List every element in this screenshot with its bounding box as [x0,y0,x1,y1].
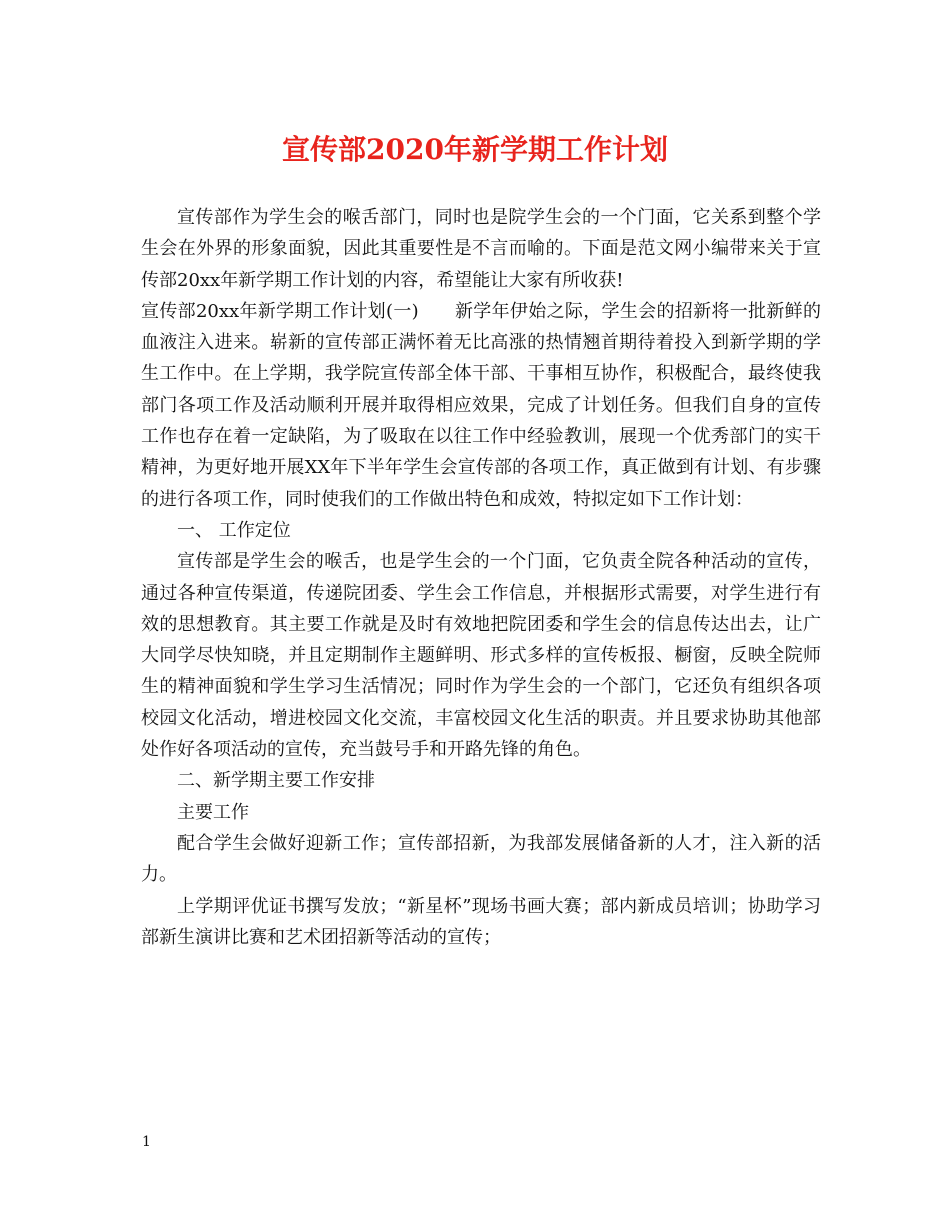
section2-heading: 二、新学期主要工作安排 [177,770,375,792]
work-item-1: 配合学生会做好迎新工作；宣传部招新，为我部发展储备新的人才，注入新的活力。 [141,832,821,886]
intro-paragraph: 宣传部作为学生会的喉舌部门，同时也是院学生会的一个门面，它关系到整个学生会在外界的形象面貌，因此其重要性是不言而喻的。下面是范文网小编带来关于宣传部20xx年新学期工作计划的内容，希望能让大家有所收获! [141,207,821,291]
page-number: 1 [142,1134,151,1150]
plan-paragraph [141,296,821,515]
document-title: 宣传部2020年新学期工作计划 [282,133,668,166]
work-item-2: 上学期评优证书撰写发放；“新星杯”现场书画大赛；部内新成员培训；协助学习部新生演讲比赛和艺术团招新等活动的宣传； [141,895,821,948]
section1-paragraph: 宣传部是学生会的喉舌，也是学生会的一个门面，它负责全院各种活动的宣传，通过各种宣传渠道，传递院团委、学生会工作信息，并根据形式需要，对学生进行有效的思想教育。其主要工作就是及时有效地把院团委和学生会的信息传达出去，让广大同学尽快知晓，并且定期制作主题鲜明、形式多样的宣传板报、橱窗，反映全院师生的精神面貌和学生学习生活情况；同时作为学生会的一个部门，它还负有组织各项校园文化活动，增进校园文化交流，丰富校园文化生活的职责。并且要求协助其他部处作好各项活动的宣传，充当鼓号手和开路先锋的角色。 [141,551,821,761]
main-work-heading: 主要工作 [177,801,249,823]
section1-heading: 一、 工作定位 [177,519,291,541]
plan-subheading: 宣传部20xx年新学期工作计划(一) [141,300,419,322]
document-body [141,202,821,953]
overview-text: 新学年伊始之际，学生会的招新将一批新鲜的血液注入进来。崭新的宣传部正满怀着无比高涨的热情翘首期待着投入到新学期的学生工作中。在上学期，我学院宣传部全体干部、干事相互协作，积极配合，最终使我部门各项工作及活动顺利开展并取得相应效果，完成了计划任务。但我们自身的宣传工作也存在着一定缺陷，为了吸取在以往工作中经验教训，展现一个优秀部门的实干精神，为更好地开展XX年下半年学生会宣传部的各项工作，真正做到有计划、有步骤的进行各项工作，同时使我们的工作做出特色和成效，特拟定如下工作计划： [141,300,821,510]
